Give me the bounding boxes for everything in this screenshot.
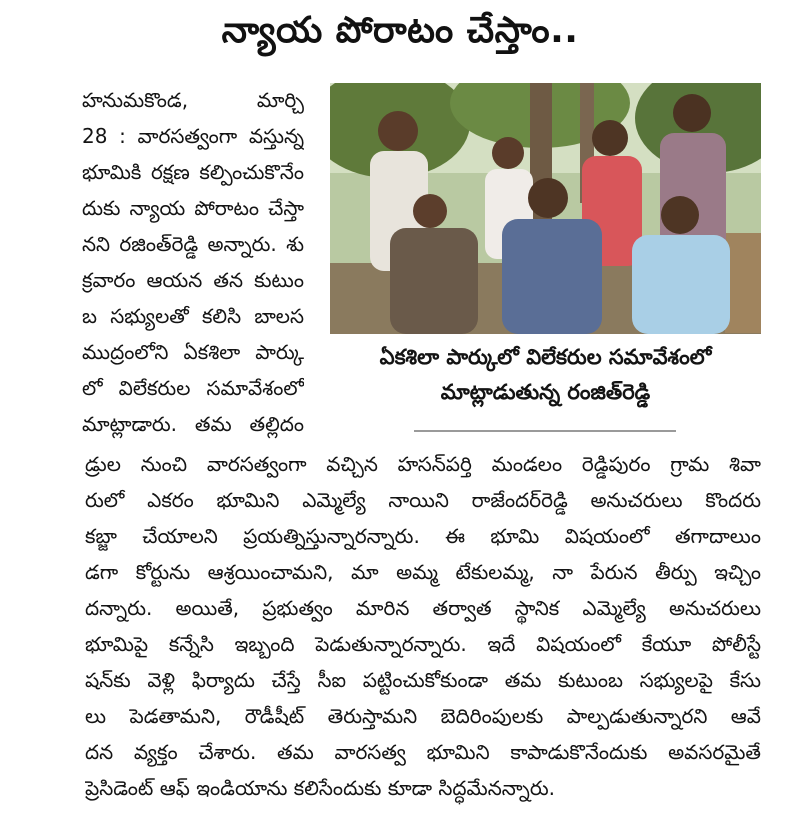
photo-caption-line: మాట్లాడుతున్న రంజిత్‌రెడ్డి xyxy=(440,380,651,404)
article-line: షన్‌కు వెళ్లి ఫిర్యాదు చేస్తే సీఐ పట్టించుకోకుండా తమ కుటుంబ సభ్యులపై కేసు xyxy=(85,668,761,692)
article-line: 28 : వారసత్వంగా వస్తున్న xyxy=(82,124,304,148)
article-body xyxy=(85,446,761,806)
photo-caption-line: ఏకశిలా పార్కులో విలేకరుల సమావేశంలో xyxy=(379,345,712,369)
news-photo xyxy=(330,83,761,334)
article-line: ప్రెసిడెంట్ ఆఫ్ ఇండియాను కలిసేందుకు కూడా సిద్ధమేనన్నారు. xyxy=(85,776,555,800)
article-line: బ సభ్యులతో కలిసి బాలస xyxy=(82,304,304,328)
article-line: డ్రుల నుంచి వారసత్వంగా వచ్చిన హసన్‌పర్తి మండలం రెడ్డిపురం గ్రామ శివా xyxy=(85,452,761,476)
news-photo-illustration xyxy=(330,83,761,334)
article-line: దన్నారు. అయితే, ప్రభుత్వం మారిన తర్వాత స్థానిక ఎమ్మెల్యే అనుచరులు xyxy=(85,596,761,620)
article-line: రులో ఎకరం భూమిని ఎమ్మెల్యే నాయిని రాజేందర్‌రెడ్డి అనుచరులు కొందరు xyxy=(85,488,761,512)
headline: న్యాయ పోరాటం చేస్తాం.. xyxy=(221,10,579,51)
photo-caption xyxy=(330,340,761,410)
article-line: ముద్రంలోని ఏకశిలా పార్కు xyxy=(82,340,304,364)
article-line: భూమికి రక్షణ కల్పించుకొనేం xyxy=(82,160,304,184)
caption-divider xyxy=(414,430,676,432)
article-line: డగా కోర్టును ఆశ్రయించామని, మా అమ్మ టేకులమ్మ, నా పేరున తీర్పు ఇచ్చిం xyxy=(85,560,761,584)
article-line: లు పెడతామని, రౌడీషీట్ తెరుస్తామని బెదిరింపులకు పాల్పడుతున్నారని ఆవే xyxy=(85,704,761,728)
article-intro-column xyxy=(82,82,304,442)
article-line: మాట్లాడారు. తమ తల్లిదం xyxy=(82,412,304,436)
article-line: లో విలేకరుల సమావేశంలో xyxy=(82,376,304,400)
article-line: నని రజింత్‌రెడ్డి అన్నారు. శు xyxy=(82,232,304,256)
article-line: క్రవారం ఆయన తన కుటుం xyxy=(82,268,304,292)
article-line: హనుమకొండ, మార్చి xyxy=(82,88,304,112)
article-line: కబ్జా చేయాలని ప్రయత్నిస్తున్నారన్నారు. ఈ భూమి విషయంలో తగాదాలుం xyxy=(85,524,761,548)
article-line: దన వ్యక్తం చేశారు. తమ వారసత్వ భూమిని కాపాడుకొనేందుకు అవసరమైతే xyxy=(85,740,761,764)
article-line: దుకు న్యాయ పోరాటం చేస్తా xyxy=(82,196,304,220)
article-line: భూమిపై కన్నేసి ఇబ్బంది పెడుతున్నారన్నారు. ఇదే విషయంలో కేయూ పోలీస్టే xyxy=(85,632,761,656)
